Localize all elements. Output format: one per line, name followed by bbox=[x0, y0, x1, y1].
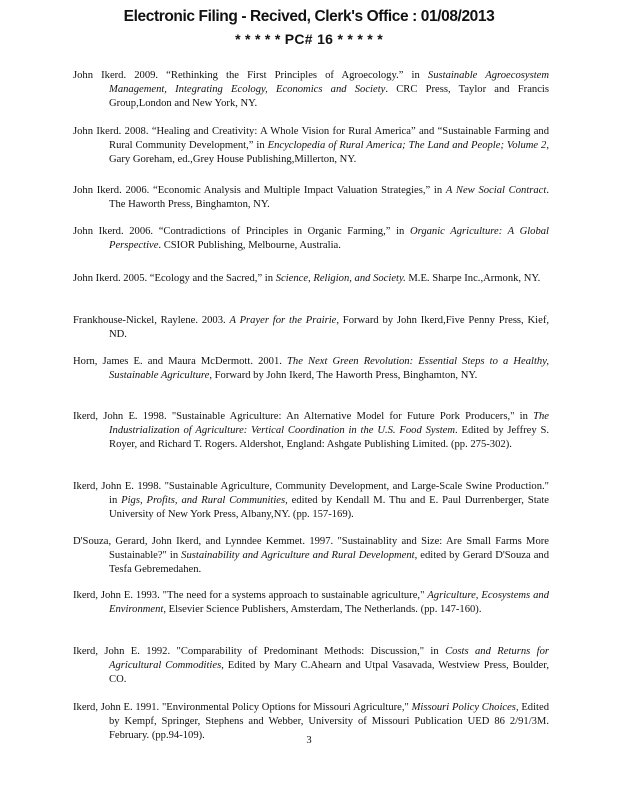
reference-entry: John Ikerd. 2005. “Ecology and the Sacred,” in Science, Religion, and Society. M.E. Sharpe Inc.,Armonk, NY. bbox=[73, 272, 541, 284]
filing-stamp: Electronic Filing - Recived, Clerk's Office : 01/08/2013 bbox=[123, 8, 495, 25]
reference-entry: John Ikerd. 2008. “Healing and Creativity: A Whole Vision for Rural America” and “Sustainable Farming and Rural Community Development,” in Encyclopedia of Rural America; The Land and People; Volume 2, Gary Goreham, ed.,Grey House Publishing,Millerton, NY. bbox=[73, 125, 549, 166]
reference-entry: Ikerd, John E. 1991. "Environmental Policy Options for Missouri Agriculture," Missouri Policy Choices, Edited by Kempf, Springer, Stephens and Webber, University of Missouri Publication UED 86 2/91/3M. February. (pp.94-109). bbox=[73, 701, 549, 742]
reference-entry: Ikerd, John E. 1998. "Sustainable Agriculture, Community Development, and Large-Scale Swine Production." in Pigs, Profits, and Rural Communities, edited by Kendall M. Thu and E. Paul Durrenberger, State University of New York Press, Albany,NY. (pp. 157-169). bbox=[73, 480, 549, 521]
reference-entry: Frankhouse-Nickel, Raylene. 2003. A Prayer for the Prairie, Forward by John Ikerd,Five Penny Press, Kief, ND. bbox=[73, 314, 549, 340]
reference-entry: Ikerd, John E. 1993. "The need for a systems approach to sustainable agriculture," Agriculture, Ecosystems and Environment, Elsevier Science Publishers, Amsterdam, The Netherlands. (pp. 147-160). bbox=[73, 589, 549, 615]
reference-entry: Horn, James E. and Maura McDermott. 2001. The Next Green Revolution: Essential Steps to a Healthy, Sustainable Agriculture, Forward by John Ikerd, The Haworth Press, Binghamton, NY. bbox=[73, 355, 549, 381]
reference-entry: Ikerd, John E. 1998. "Sustainable Agriculture: An Alternative Model for Future Pork Producers," in The Industrialization of Agriculture: Vertical Coordination in the U.S. Food System. Edited by Jeffrey S. Royer, and Richard T. Rogers. Aldershot, England: Ashgate Publishing Limited. (pp. 275-302). bbox=[73, 410, 549, 451]
page-number: 3 bbox=[306, 735, 312, 746]
pc-number: * * * * * PC# 16 * * * * * bbox=[235, 31, 383, 47]
reference-entry: John Ikerd. 2006. “Contradictions of Principles in Organic Farming,” in Organic Agriculture: A Global Perspective. CSIOR Publishing, Melbourne, Australia. bbox=[73, 225, 549, 251]
reference-entry: John Ikerd. 2009. “Rethinking the First Principles of Agroecology.” in Sustainable Agroecosystem Management, Integrating Ecology, Economics and Society. CRC Press, Taylor and Francis Group,London and New York, NY. bbox=[73, 69, 549, 110]
reference-entry: John Ikerd. 2006. “Economic Analysis and Multiple Impact Valuation Strategies,” in A New Social Contract. The Haworth Press, Binghamton, NY. bbox=[73, 184, 549, 210]
reference-entry: D'Souza, Gerard, John Ikerd, and Lynndee Kemmet. 1997. "Sustainablity and Size: Are Small Farms More Sustainable?" in Sustainability and Agriculture and Rural Development, edited by Gerard D'Souza and Tesfa Gebremedahen. bbox=[73, 535, 549, 576]
reference-entry: Ikerd, John E. 1992. "Comparability of Predominant Methods: Discussion," in Costs and Returns for Agricultural Commodities, Edited by Mary C.Ahearn and Utpal Vasavada, Westview Press, Boulder, CO. bbox=[73, 645, 549, 686]
